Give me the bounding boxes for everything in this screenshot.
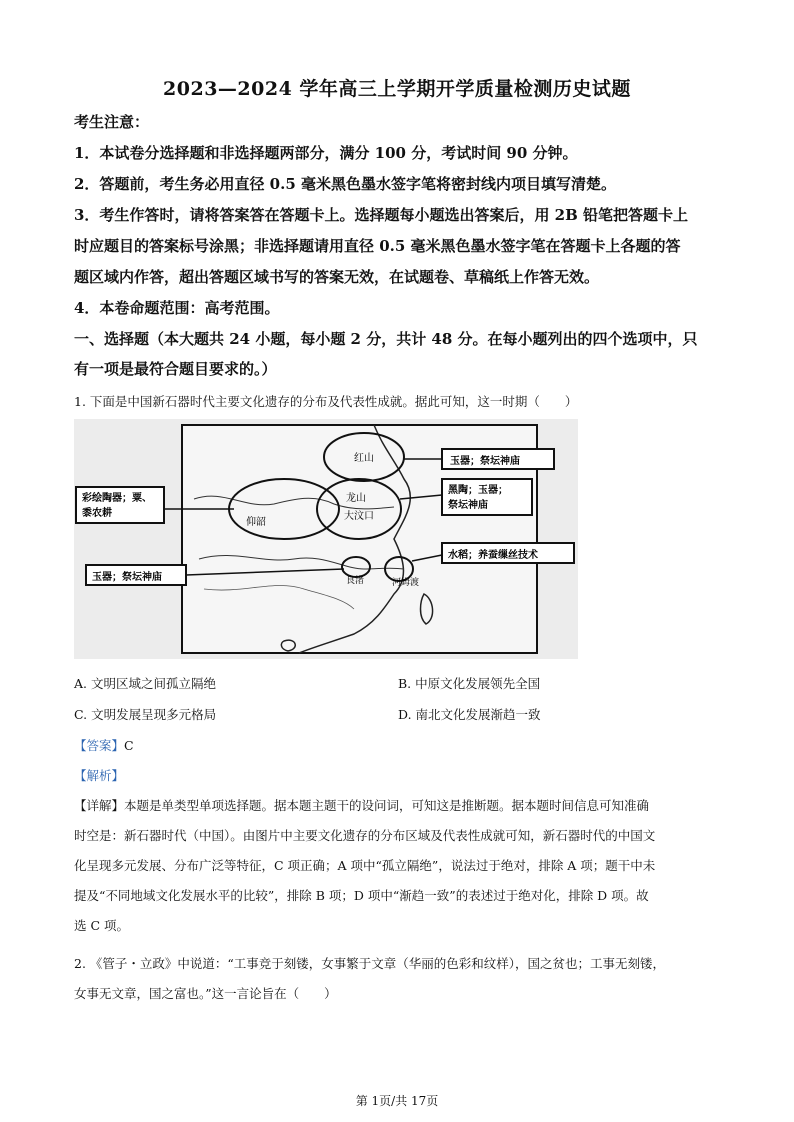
notice-item: 4．本卷命题范围：高考范围。 [74, 299, 280, 317]
notice-item: 1．本试卷分选择题和非选择题两部分，满分 100 分，考试时间 90 分钟。 [74, 144, 578, 162]
detail-line: 提及“不同地域文化发展水平的比较”，排除 B 项；D 项中“渐趋一致”的表述过于绝对化，排除 D 项。故 [74, 888, 649, 903]
neolithic-culture-map [74, 419, 578, 659]
analysis-tag: 【解析】 [74, 768, 125, 783]
box-right-3-text: 水稻；养蚕缫丝技术 [448, 550, 538, 561]
q1-answer [74, 736, 134, 754]
label-longshan: 龙山 [346, 493, 366, 504]
q1-option-a: A. 文明区域之间孤立隔绝 [74, 676, 216, 691]
label-dawenkou: 大汶口 [344, 511, 374, 522]
page-title: 2023—2024 学年高三上学期开学质量检测历史试题 [163, 78, 631, 100]
notice-heading: 考生注意： [74, 113, 150, 131]
q1-option-c: C. 文明发展呈现多元格局 [74, 707, 217, 722]
label-hemudu: 河姆渡 [392, 578, 420, 588]
box-right-2-line1: 黑陶；玉器； [448, 485, 508, 496]
detail-line: 选 C 项。 [74, 918, 130, 933]
page-footer: 第 1页/共 17页 [355, 1094, 439, 1108]
q2-stem: 2. 《管子・立政》中说道：“工事竞于刻镂，女事繁于文章（华丽的色彩和纹样），国之贫也；工事无刻镂， [74, 956, 666, 971]
label-liangzhu: 良渚 [346, 576, 365, 586]
box-right-2-line2: 祭坛神庙 [448, 500, 488, 511]
answer-tag: 【答案】 [74, 738, 125, 753]
box-right-1-text: 玉器；祭坛神庙 [450, 456, 520, 467]
q2-stem-cont: 女事无文章，国之富也。”这一言论旨在（ ） [74, 986, 337, 1001]
box-left-top-line2: 黍农耕 [82, 508, 112, 519]
box-left-bottom-text: 玉器；祭坛神庙 [92, 572, 162, 583]
label-yangshao: 仰韶 [246, 517, 266, 528]
detail-line: 时空是：新石器时代（中国）。由图片中主要文化遗存的分布区域及代表性成就可知，新石器时代的中国文 [74, 828, 656, 843]
detail-line [74, 796, 649, 814]
q1-option-b: B. 中原文化发展领先全国 [398, 676, 541, 691]
section-heading: 一、选择题（本大题共 24 小题，每小题 2 分，共计 48 分。在每小题列出的四个选项中，只 [74, 330, 698, 348]
detail-tag: 【详解】 [74, 798, 125, 813]
notice-item: 题区域内作答，超出答题区域书写的答案无效，在试题卷、草稿纸上作答无效。 [74, 268, 600, 286]
notice-item: 3．考生作答时，请将答案答在答题卡上。选择题每小题选出答案后，用 2B 铅笔把答题卡上 [74, 206, 689, 224]
label-hongshan: 红山 [354, 453, 374, 464]
notice-item: 2．答题前，考生务必用直径 0.5 毫米黑色墨水签字笔将密封线内项目填写清楚。 [74, 175, 616, 193]
answer-value: C [124, 738, 134, 753]
detail-line: 化呈现多元发展、分布广泛等特征，C 项正确；A 项中“孤立隔绝”，说法过于绝对，排除 A 项；题干中未 [74, 858, 656, 873]
section-heading-cont: 有一项是最符合题目要求的。） [74, 360, 277, 378]
box-left-top-line1: 彩绘陶器；粟、 [82, 493, 152, 504]
notice-item: 时应题目的答案标号涂黑；非选择题请用直径 0.5 毫米黑色墨水签字笔在答题卡上各题的答 [74, 237, 681, 255]
detail-line-text: 本题是单类型单项选择题。据本题主题干的设问词，可知这是推断题。据本题时间信息可知准确 [124, 798, 650, 813]
q1-stem: 1. 下面是中国新石器时代主要文化遗存的分布及代表性成就。据此可知，这一时期（ ） [74, 394, 578, 409]
q1-option-d: D. 南北文化发展渐趋一致 [398, 707, 541, 722]
